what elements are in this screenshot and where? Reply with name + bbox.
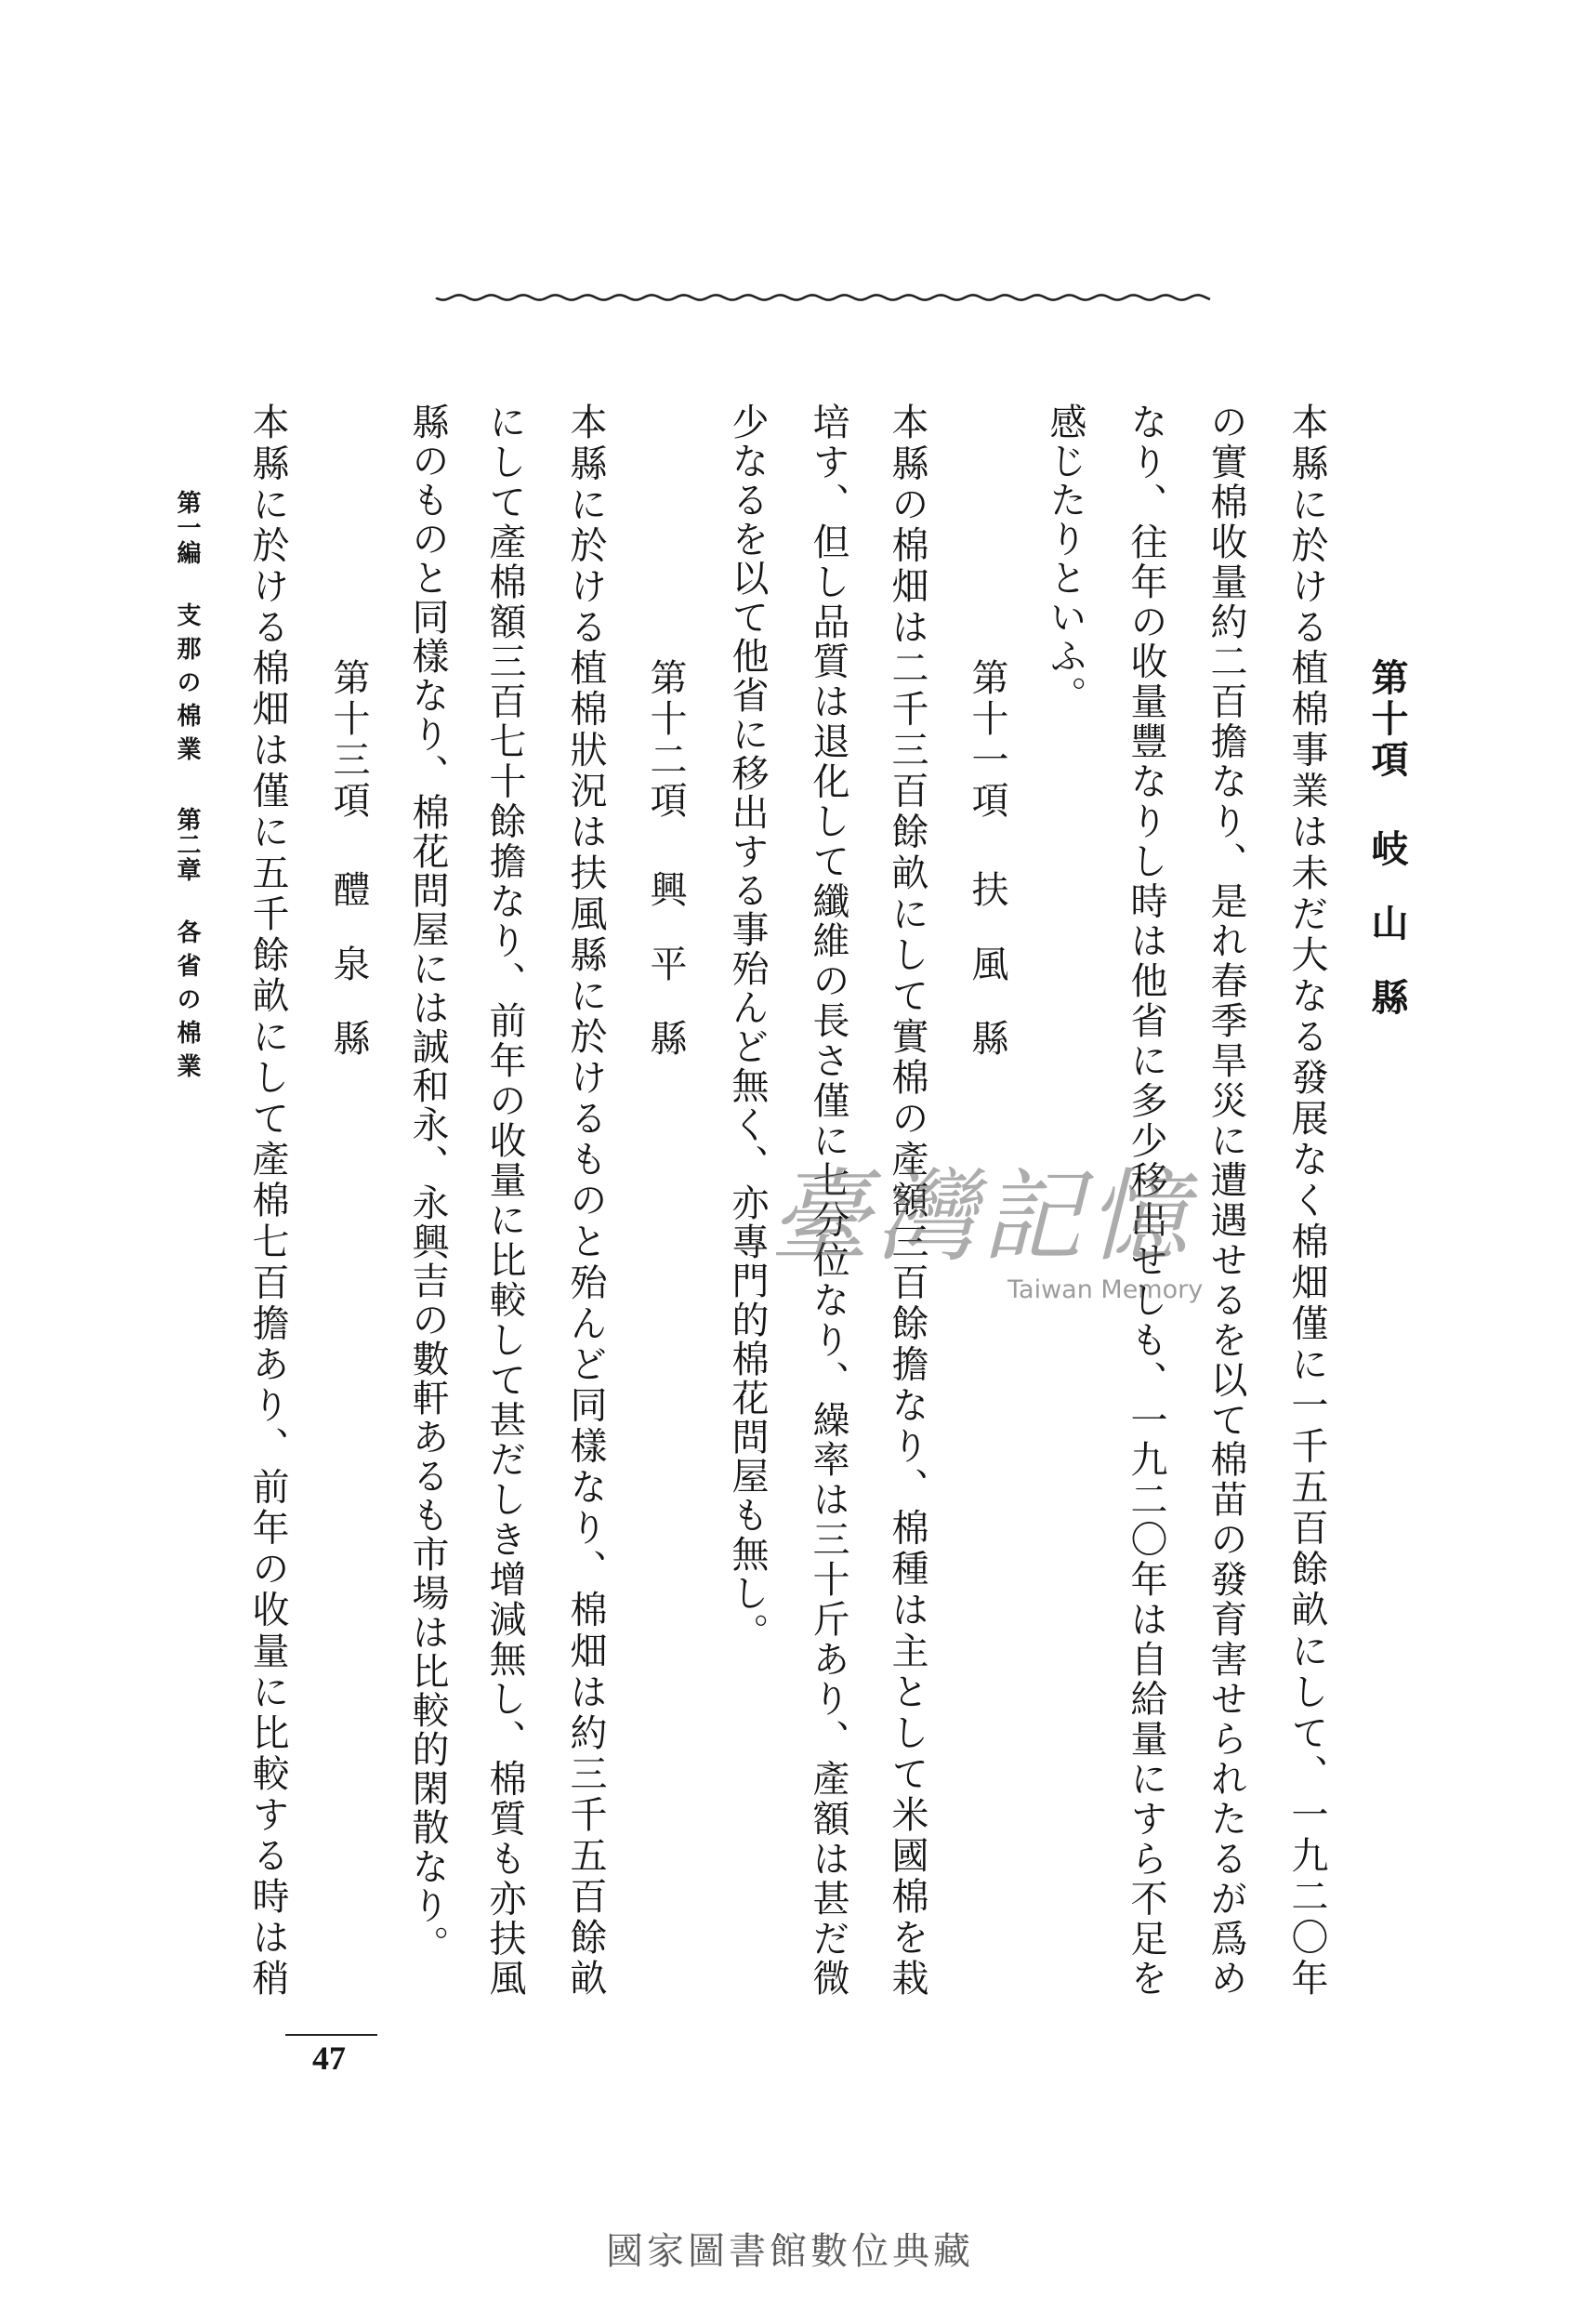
running-head-chapter: 第二章: [173, 807, 201, 882]
text-line: の實棉收量約二百擔なり、是れ春季旱災に遭遇せるを以て棉苗の發育害せられたるが爲め: [1205, 403, 1247, 1999]
section-number: 第十二項: [644, 658, 687, 822]
page-number: 47: [312, 2040, 346, 2077]
section-title: 扶風縣: [966, 870, 1008, 1093]
section-number: 第十三項: [327, 658, 370, 822]
text-line: 感じたりといふ。: [1044, 403, 1086, 715]
section-title: 興平縣: [644, 870, 687, 1093]
running-head-part: 第一編: [173, 490, 201, 565]
watermark-title: 臺灣記憶: [770, 1159, 1194, 1275]
text-line: 本縣の棉畑は二千三百餘畝にして實棉の產額三百餘擔なり、棉種は主として米國棉を栽: [886, 403, 928, 1998]
text-line: にして產棉額三百七十餘擔なり、前年の收量に比較して甚だしき增減無し、棉質も亦扶風: [483, 403, 526, 1998]
section-number: 第十一項: [966, 658, 1008, 822]
section-heading-10: [1366, 658, 1407, 1179]
running-head-part-title: 支那の棉業: [173, 602, 201, 770]
text-line: なり、往年の收量豐なりし時は他省に多少移出せしも、一九二〇年は自給量にすら不足を: [1125, 403, 1167, 1998]
running-head-chapter-title: 各省の棉業: [173, 919, 201, 1087]
text-line: 培す、但し品質は退化して纖維の長さ僅に七分位なり、繰率は三十斤あり、產額は甚だ微: [807, 403, 849, 1999]
page-number-rule: [285, 2034, 377, 2036]
text-line: 本縣に於ける植棉事業は未だ大なる發展なく棉畑僅に一千五百餘畝にして、一九二〇年: [1285, 403, 1328, 1998]
text-line: 少なるを以て他省に移出する事殆んど無く、亦專門的棉花問屋も無し。: [726, 403, 769, 1652]
section-heading-13: [328, 658, 369, 1179]
section-number: 第十項: [1365, 658, 1409, 781]
text-line: 縣のものと同樣なり、棉花問屋には誠和永、永興吉の數軒あるも市場は比較的閑散なり。: [406, 403, 449, 1964]
archive-credit: 國家圖書館數位典藏: [606, 2230, 974, 2273]
text-line: 本縣に於ける棉畑は僅に五千餘畝にして產棉七百擔あり、前年の收量に比較する時は稍: [246, 403, 289, 1998]
section-title: 岐山縣: [1365, 829, 1409, 1052]
running-head: [174, 490, 200, 1141]
section-title: 醴泉縣: [327, 870, 370, 1093]
wavy-rule-ornament: [435, 286, 1212, 309]
watermark-subtitle: Taiwan Memory: [1007, 1275, 1204, 1304]
text-line: 本縣に於ける植棉狀況は扶風縣に於けるものと殆んど同樣なり、棉畑は約三千五百餘畝: [564, 403, 607, 1998]
section-heading-12: [645, 658, 686, 1179]
section-heading-11: [967, 658, 1007, 1179]
